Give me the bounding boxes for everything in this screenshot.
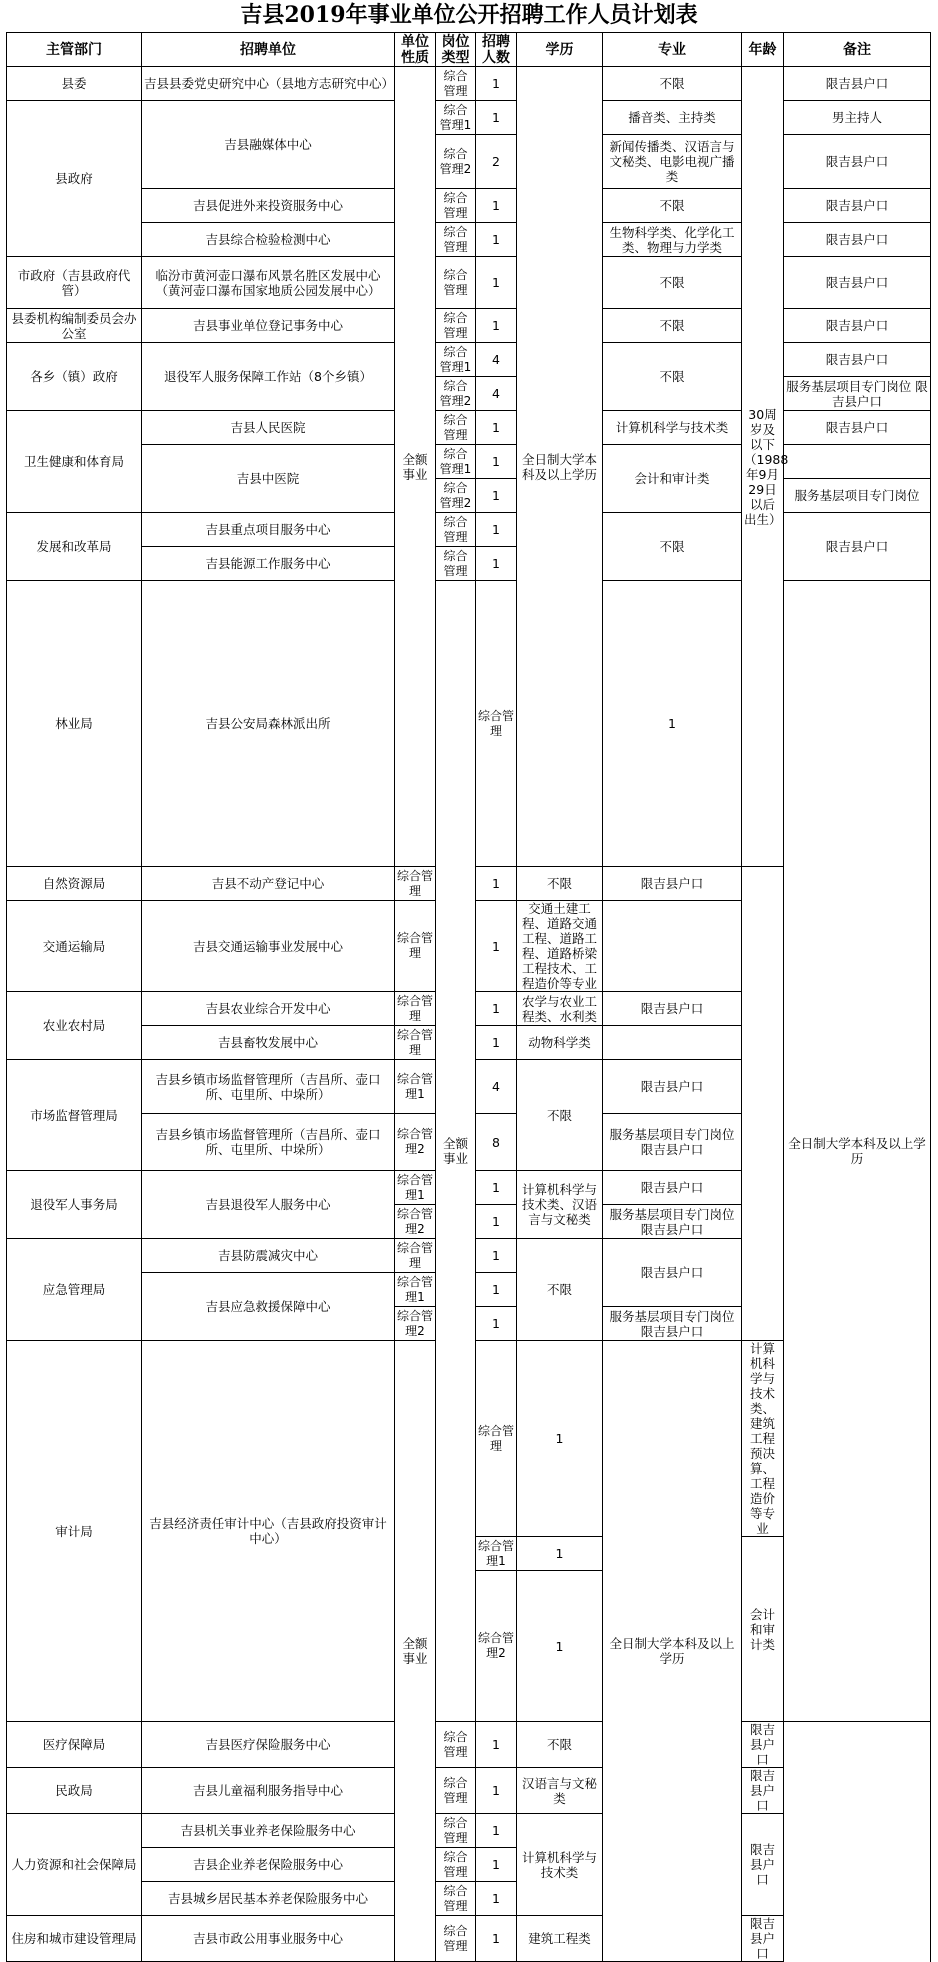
note-cell: 限吉县户口 <box>742 1722 784 1768</box>
dept-cell: 县委 <box>7 67 142 101</box>
unit-cell: 吉县退役军人服务中心 <box>142 1171 395 1239</box>
major-cell: 不限 <box>517 867 603 901</box>
table-row <box>7 581 931 867</box>
unit-cell: 吉县融媒体中心 <box>142 101 395 189</box>
dept-cell: 发展和改革局 <box>7 513 142 581</box>
table-row <box>7 101 931 135</box>
major-cell: 不限 <box>603 189 742 223</box>
unit-cell: 吉县促进外来投资服务中心 <box>142 189 395 223</box>
type-cell: 综合管理 <box>436 309 476 343</box>
dept-cell: 各乡（镇）政府 <box>7 343 142 411</box>
note-cell: 服务基层项目专门岗位 <box>784 479 931 513</box>
count-cell: 1 <box>476 479 517 513</box>
note-cell: 服务基层项目专门岗位 限吉县户口 <box>603 1205 742 1239</box>
count-cell: 1 <box>476 1205 517 1239</box>
major-cell: 生物科学类、化学化工类、物理与力学类 <box>603 223 742 257</box>
recruitment-table <box>6 32 931 1962</box>
type-cell: 综合管理 <box>436 513 476 547</box>
header-row <box>7 33 931 67</box>
edu-cell: 全日制大学本科及以上学历 <box>603 1341 742 1962</box>
table-row <box>7 1848 931 1882</box>
note-cell: 限吉县户口 <box>784 189 931 223</box>
note-cell: 限吉县户口 <box>784 135 931 189</box>
major-cell: 会计和审计类 <box>603 445 742 513</box>
dept-cell: 林业局 <box>7 581 142 867</box>
unit-cell: 吉县交通运输事业发展中心 <box>142 901 395 992</box>
count-cell: 1 <box>476 411 517 445</box>
major-cell: 不限 <box>603 67 742 101</box>
type-cell: 综合管理2 <box>436 135 476 189</box>
count-cell: 1 <box>476 1171 517 1205</box>
type-cell: 综合管理 <box>395 867 436 901</box>
type-cell: 综合管理 <box>436 1848 476 1882</box>
header-age: 年龄 <box>742 33 784 67</box>
note-cell: 限吉县户口 <box>603 1239 742 1307</box>
table-row <box>7 223 931 257</box>
type-cell: 综合管理1 <box>476 1537 517 1571</box>
type-cell: 综合管理 <box>436 223 476 257</box>
count-cell: 1 <box>476 1882 517 1916</box>
note-cell <box>784 445 931 479</box>
note-cell: 限吉县户口 <box>784 513 931 581</box>
header-unit: 招聘单位 <box>142 33 395 67</box>
unit-cell: 吉县能源工作服务中心 <box>142 547 395 581</box>
note-cell: 限吉县户口 <box>784 67 931 101</box>
major-cell: 汉语言与文秘类 <box>517 1768 603 1814</box>
type-cell: 综合管理2 <box>436 377 476 411</box>
unit-cell: 吉县医疗保险服务中心 <box>142 1722 395 1768</box>
major-cell: 会计和审计类 <box>742 1537 784 1722</box>
header-major: 专业 <box>603 33 742 67</box>
unit-cell: 吉县乡镇市场监督管理所（吉昌所、壶口所、屯里所、中垛所） <box>142 1060 395 1114</box>
note-cell: 服务基层项目专门岗位 限吉县户口 <box>603 1307 742 1341</box>
dept-cell: 市场监督管理局 <box>7 1060 142 1171</box>
unit-cell: 吉县农业综合开发中心 <box>142 992 395 1026</box>
unit-cell: 吉县公安局森林派出所 <box>142 581 395 867</box>
major-cell: 计算机科学与技术类、汉语言与文秘类 <box>517 1171 603 1239</box>
count-cell: 1 <box>476 223 517 257</box>
type-cell: 综合管理1 <box>436 101 476 135</box>
dept-cell: 卫生健康和体育局 <box>7 411 142 513</box>
count-cell: 1 <box>476 1307 517 1341</box>
table-row <box>7 513 931 547</box>
major-cell: 不限 <box>517 1060 603 1171</box>
major-cell: 不限 <box>603 343 742 411</box>
type-cell: 综合管理 <box>436 67 476 101</box>
type-cell: 综合管理 <box>395 992 436 1026</box>
unit-cell: 吉县不动产登记中心 <box>142 867 395 901</box>
count-cell: 4 <box>476 377 517 411</box>
major-cell: 不限 <box>603 513 742 581</box>
dept-cell: 县政府 <box>7 101 142 257</box>
header-count: 招聘人数 <box>476 33 517 67</box>
note-cell: 限吉县户口 <box>742 1916 784 1962</box>
note-cell: 限吉县户口 <box>784 257 931 309</box>
count-cell: 1 <box>517 1537 603 1571</box>
type-cell: 综合管理 <box>436 1722 476 1768</box>
unit-cell: 吉县经济责任审计中心（吉县政府投资审计中心） <box>142 1341 395 1722</box>
table-row <box>7 189 931 223</box>
count-cell: 1 <box>476 867 517 901</box>
unit-cell: 吉县综合检验检测中心 <box>142 223 395 257</box>
unit-cell: 吉县畜牧发展中心 <box>142 1026 395 1060</box>
note-cell: 服务基层项目专门岗位 限吉县户口 <box>603 1114 742 1171</box>
type-cell: 综合管理 <box>436 1916 476 1962</box>
dept-cell: 县委机构编制委员会办公室 <box>7 309 142 343</box>
table-row <box>7 1814 931 1848</box>
note-cell: 限吉县户口 <box>784 223 931 257</box>
note-cell: 限吉县户口 <box>784 343 931 377</box>
major-cell: 计算机科学与技术类 <box>517 1814 603 1916</box>
major-cell: 计算机科学与技术类 <box>603 411 742 445</box>
nature-cell: 全额事业 <box>436 581 476 1722</box>
table-row <box>7 1722 931 1768</box>
table-row <box>7 257 931 309</box>
type-cell: 综合管理2 <box>395 1114 436 1171</box>
type-cell: 综合管理 <box>436 189 476 223</box>
unit-cell: 退役军人服务保障工作站（8个乡镇） <box>142 343 395 411</box>
unit-cell: 吉县乡镇市场监督管理所（吉昌所、壶口所、屯里所、中垛所） <box>142 1114 395 1171</box>
dept-cell: 审计局 <box>7 1341 142 1722</box>
type-cell: 综合管理1 <box>395 1171 436 1205</box>
unit-cell: 吉县人民医院 <box>142 411 395 445</box>
count-cell: 1 <box>476 445 517 479</box>
major-cell: 播音类、主持类 <box>603 101 742 135</box>
unit-cell: 吉县儿童福利服务指导中心 <box>142 1768 395 1814</box>
count-cell: 1 <box>476 1848 517 1882</box>
table-row <box>7 411 931 445</box>
nature-cell: 全额事业 <box>395 67 436 867</box>
header-note: 备注 <box>784 33 931 67</box>
dept-cell: 医疗保障局 <box>7 1722 142 1768</box>
type-cell: 综合管理 <box>436 547 476 581</box>
unit-cell: 吉县事业单位登记事务中心 <box>142 309 395 343</box>
type-cell: 综合管理1 <box>436 445 476 479</box>
note-cell: 限吉县户口 <box>784 411 931 445</box>
count-cell: 1 <box>476 1239 517 1273</box>
header-nature: 单位性质 <box>395 33 436 67</box>
unit-cell: 吉县城乡居民基本养老保险服务中心 <box>142 1882 395 1916</box>
major-cell: 新闻传播类、汉语言与文秘类、电影电视广播类 <box>603 135 742 189</box>
unit-cell: 吉县应急救援保障中心 <box>142 1273 395 1341</box>
unit-cell: 吉县重点项目服务中心 <box>142 513 395 547</box>
header-type: 岗位类型 <box>436 33 476 67</box>
note-cell: 服务基层项目专门岗位 限吉县户口 <box>784 377 931 411</box>
type-cell: 综合管理 <box>395 1026 436 1060</box>
nature-cell: 全额事业 <box>395 1341 436 1962</box>
unit-cell: 吉县企业养老保险服务中心 <box>142 1848 395 1882</box>
count-cell: 1 <box>603 581 742 867</box>
type-cell: 综合管理1 <box>395 1273 436 1307</box>
unit-cell: 临汾市黄河壶口瀑布风景名胜区发展中心（黄河壶口瀑布国家地质公园发展中心） <box>142 257 395 309</box>
major-cell: 不限 <box>603 309 742 343</box>
type-cell: 综合管理 <box>436 257 476 309</box>
unit-cell: 吉县市政公用事业服务中心 <box>142 1916 395 1962</box>
count-cell: 1 <box>476 1273 517 1307</box>
major-cell: 交通土建工程、道路交通工程、道路工程、道路桥梁工程技术、工程造价等专业 <box>517 901 603 992</box>
count-cell: 4 <box>476 343 517 377</box>
count-cell: 1 <box>517 1341 603 1537</box>
count-cell: 1 <box>476 992 517 1026</box>
note-cell: 限吉县户口 <box>603 1171 742 1205</box>
count-cell: 1 <box>476 1768 517 1814</box>
note-cell: 男主持人 <box>784 101 931 135</box>
major-cell: 动物科学类 <box>517 1026 603 1060</box>
type-cell: 综合管理2 <box>476 1571 517 1722</box>
major-cell: 不限 <box>603 257 742 309</box>
unit-cell: 吉县中医院 <box>142 445 395 513</box>
table-row <box>7 1916 931 1962</box>
count-cell: 1 <box>476 101 517 135</box>
dept-cell: 退役军人事务局 <box>7 1171 142 1239</box>
count-cell: 1 <box>476 513 517 547</box>
note-cell <box>603 1026 742 1060</box>
type-cell: 综合管理2 <box>395 1307 436 1341</box>
major-cell: 不限 <box>517 1722 603 1768</box>
type-cell: 综合管理 <box>476 1341 517 1537</box>
dept-cell: 住房和城市建设管理局 <box>7 1916 142 1962</box>
type-cell: 综合管理 <box>395 1239 436 1273</box>
type-cell: 综合管理2 <box>436 479 476 513</box>
unit-cell: 吉县机关事业养老保险服务中心 <box>142 1814 395 1848</box>
dept-cell: 自然资源局 <box>7 867 142 901</box>
major-cell: 建筑工程类 <box>517 1916 603 1962</box>
note-cell: 限吉县户口 <box>603 867 742 901</box>
major-cell: 计算机科学与技术类、建筑工程预决算、工程造价等专业 <box>742 1341 784 1537</box>
dept-cell: 民政局 <box>7 1768 142 1814</box>
type-cell: 综合管理 <box>476 581 517 867</box>
table-row <box>7 67 931 101</box>
edu-cell: 全日制大学本科及以上学历 <box>784 581 931 1722</box>
note-cell: 限吉县户口 <box>603 1060 742 1114</box>
major-cell: 不限 <box>517 1239 603 1341</box>
type-cell: 综合管理 <box>436 411 476 445</box>
type-cell: 综合管理1 <box>395 1060 436 1114</box>
type-cell: 综合管理 <box>436 1882 476 1916</box>
count-cell: 1 <box>517 1571 603 1722</box>
dept-cell: 交通运输局 <box>7 901 142 992</box>
count-cell: 1 <box>476 901 517 992</box>
type-cell: 综合管理 <box>436 1814 476 1848</box>
count-cell: 1 <box>476 1916 517 1962</box>
count-cell: 1 <box>476 1722 517 1768</box>
type-cell: 综合管理1 <box>436 343 476 377</box>
age-cell: 30周岁及以下（1988年9月29日以后出生） <box>742 67 784 867</box>
count-cell: 4 <box>476 1060 517 1114</box>
count-cell: 1 <box>476 257 517 309</box>
count-cell: 1 <box>476 1814 517 1848</box>
note-cell: 限吉县户口 <box>784 309 931 343</box>
dept-cell: 应急管理局 <box>7 1239 142 1341</box>
table-row <box>7 343 931 377</box>
count-cell: 1 <box>476 1026 517 1060</box>
header-edu: 学历 <box>517 33 603 67</box>
note-cell <box>603 901 742 992</box>
count-cell: 2 <box>476 135 517 189</box>
dept-cell: 农业农村局 <box>7 992 142 1060</box>
table-row <box>7 1882 931 1916</box>
count-cell: 1 <box>476 189 517 223</box>
count-cell: 1 <box>476 547 517 581</box>
type-cell: 综合管理 <box>436 1768 476 1814</box>
count-cell: 1 <box>476 67 517 101</box>
table-row <box>7 1768 931 1814</box>
count-cell: 1 <box>476 309 517 343</box>
dept-cell: 人力资源和社会保障局 <box>7 1814 142 1916</box>
note-cell: 限吉县户口 <box>742 1814 784 1916</box>
edu-cell: 全日制大学本科及以上学历 <box>517 67 603 867</box>
dept-cell: 市政府（吉县政府代管） <box>7 257 142 309</box>
unit-cell: 吉县县委党史研究中心（县地方志研究中心） <box>142 67 395 101</box>
table-row <box>7 445 931 479</box>
major-cell: 农学与农业工程类、水利类 <box>517 992 603 1026</box>
header-dept: 主管部门 <box>7 33 142 67</box>
count-cell: 8 <box>476 1114 517 1171</box>
unit-cell: 吉县防震减灾中心 <box>142 1239 395 1273</box>
note-cell: 限吉县户口 <box>603 992 742 1026</box>
table-row <box>7 309 931 343</box>
page-title: 吉县2019年事业单位公开招聘工作人员计划表 <box>240 2 698 28</box>
type-cell: 综合管理2 <box>395 1205 436 1239</box>
note-cell: 限吉县户口 <box>742 1768 784 1814</box>
type-cell: 综合管理 <box>395 901 436 992</box>
